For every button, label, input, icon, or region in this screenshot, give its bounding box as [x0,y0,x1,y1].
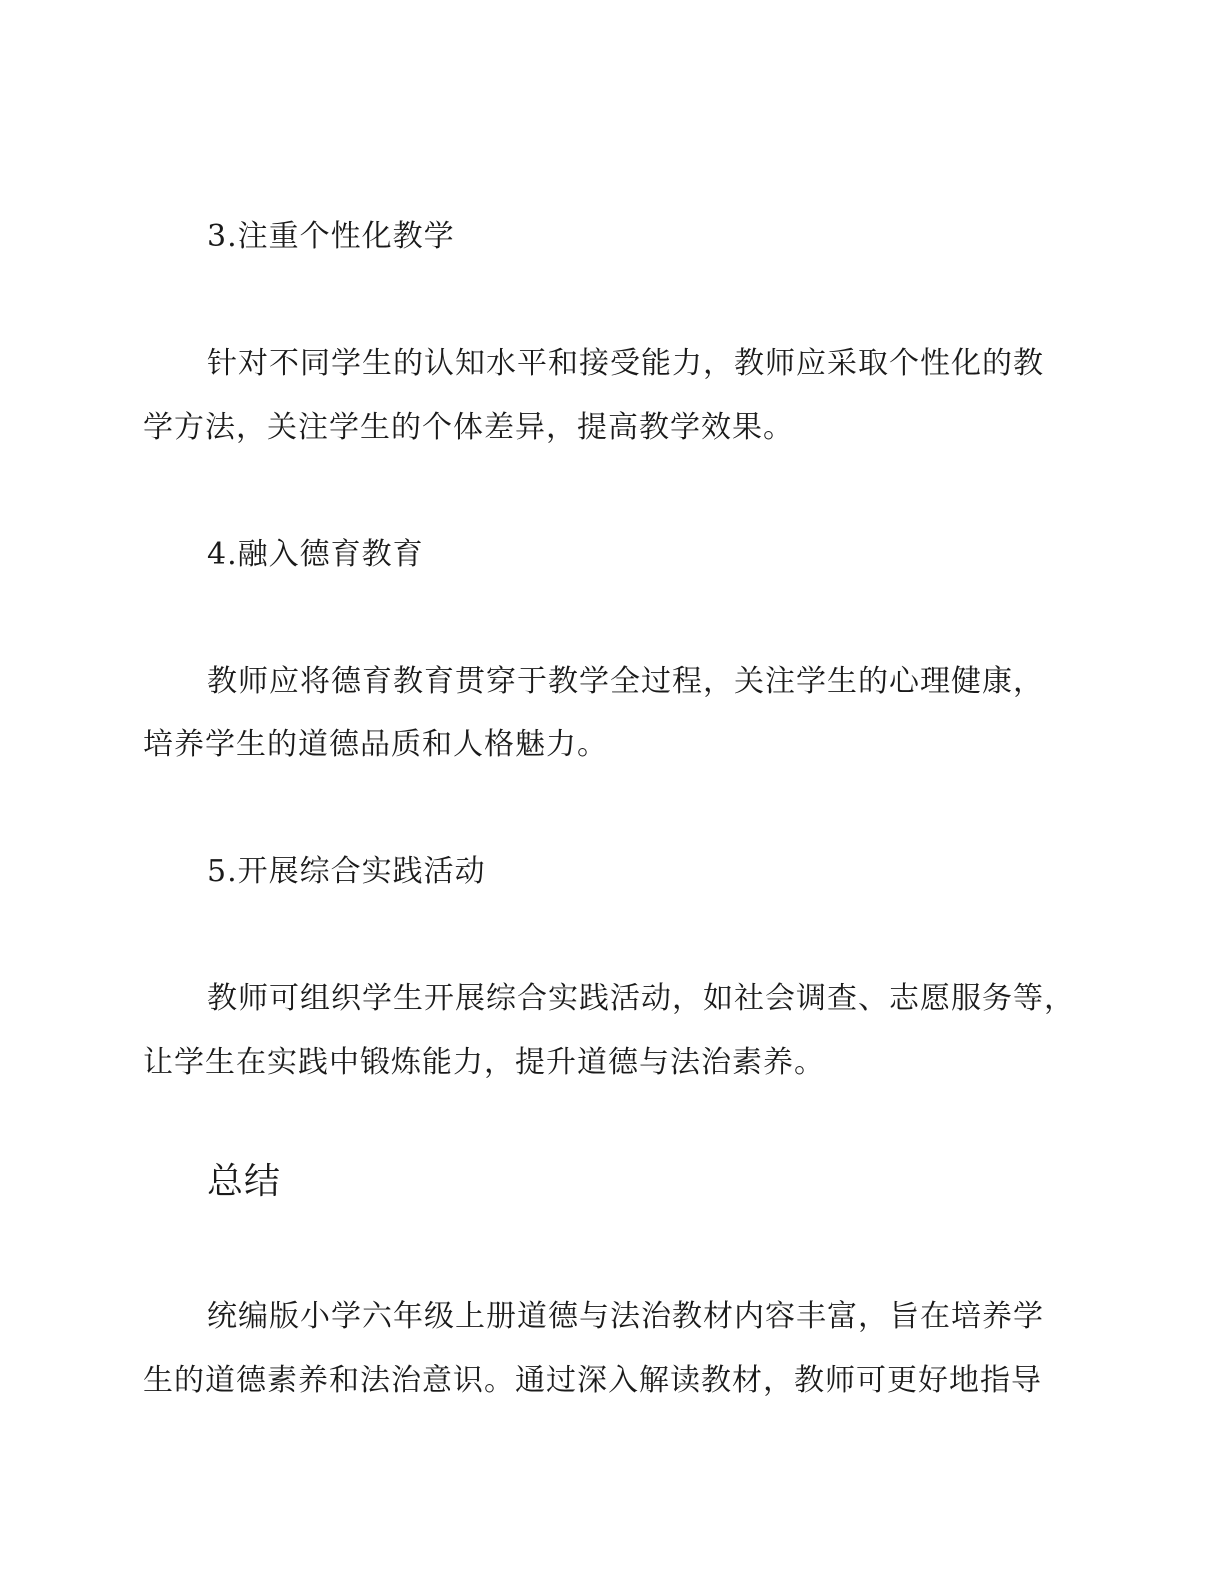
section-paragraph-4-line-1: 教师应将德育教育贯穿于教学全过程，关注学生的心理健康， [207,664,1044,699]
summary-heading: 总结 [207,1161,282,1202]
section-paragraph-3-line-1: 针对不同学生的认知水平和接受能力，教师应采取个性化的教 [207,346,1044,381]
section-paragraph-5-line-1: 教师可组织学生开展综合实践活动，如社会调查、志愿服务等， [207,981,1075,1016]
section-paragraph-5-line-2: 让学生在实践中锻炼能力，提升道德与法治素养。 [143,1045,825,1080]
summary-paragraph-line-1: 统编版小学六年级上册道德与法治教材内容丰富，旨在培养学 [207,1299,1044,1334]
summary-paragraph-line-2: 生的道德素养和法治意识。通过深入解读教材，教师可更好地指导 [143,1363,1042,1398]
section-heading-4: 4.融入德育教育 [207,537,424,572]
section-paragraph-4-line-2: 培养学生的道德品质和人格魅力。 [143,727,608,762]
section-paragraph-3-line-2: 学方法，关注学生的个体差异，提高教学效果。 [143,410,794,445]
section-heading-5: 5.开展综合实践活动 [207,854,486,889]
section-heading-3: 3.注重个性化教学 [207,219,455,254]
